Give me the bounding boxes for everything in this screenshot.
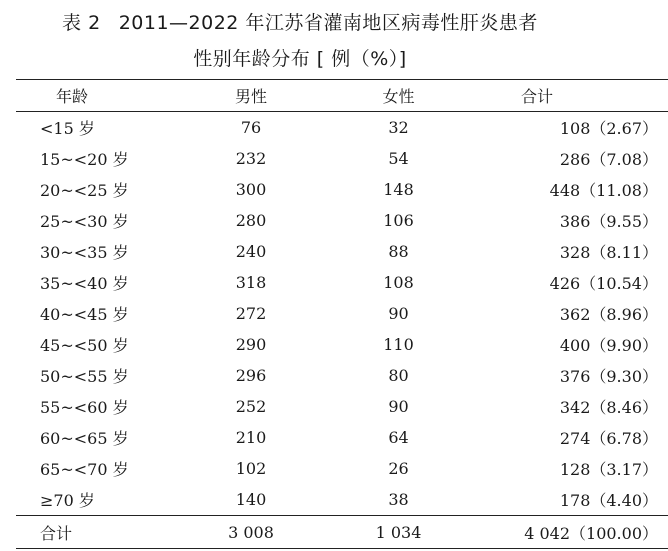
female-cell: 32 bbox=[388, 118, 409, 137]
age-cell: 25~<30 岁 bbox=[40, 212, 129, 231]
table-row bbox=[16, 174, 668, 205]
male-cell: 102 bbox=[235, 459, 267, 478]
age-cell: 55~<60 岁 bbox=[40, 398, 129, 417]
age-cell: 30~<35 岁 bbox=[40, 243, 129, 262]
total-cell: 400（9.90） bbox=[559, 336, 658, 355]
age-cell: 20~<25 岁 bbox=[40, 181, 129, 200]
table-title-line-2: 性别年龄分布 [ 例（%）] bbox=[193, 48, 407, 70]
total-cell: 342（8.46） bbox=[559, 398, 658, 417]
age-cell: 60~<65 岁 bbox=[40, 429, 129, 448]
total-female-cell: 1 034 bbox=[316, 516, 481, 549]
age-cell: <15 岁 bbox=[40, 119, 95, 138]
total-cell: 448（11.08） bbox=[549, 181, 658, 200]
total-cell: 128（3.17） bbox=[559, 460, 658, 479]
female-cell: 38 bbox=[388, 490, 409, 509]
table-header-row bbox=[16, 80, 668, 112]
total-cell: 274（6.78） bbox=[559, 429, 658, 448]
age-sex-distribution-table bbox=[16, 79, 668, 549]
total-cell: 286（7.08） bbox=[559, 150, 658, 169]
total-cell: 108（2.67） bbox=[559, 119, 658, 138]
table-body bbox=[16, 112, 668, 549]
female-cell: 148 bbox=[383, 180, 414, 199]
male-cell: 280 bbox=[235, 211, 267, 230]
total-row-label: 合计 bbox=[16, 516, 186, 549]
male-cell: 300 bbox=[235, 180, 267, 199]
female-cell: 90 bbox=[388, 397, 409, 416]
age-cell: 45~<50 岁 bbox=[40, 336, 129, 355]
table-caption-line-1 bbox=[0, 8, 600, 35]
header-male: 男性 bbox=[186, 80, 316, 112]
female-cell: 106 bbox=[383, 211, 414, 230]
female-cell: 80 bbox=[388, 366, 409, 385]
male-cell: 140 bbox=[235, 490, 267, 509]
header-age: 年龄 bbox=[16, 80, 186, 112]
table-row bbox=[16, 360, 668, 391]
male-cell: 232 bbox=[235, 149, 267, 168]
total-cell: 362（8.96） bbox=[559, 305, 658, 324]
table-row bbox=[16, 422, 668, 453]
female-cell: 90 bbox=[388, 304, 409, 323]
total-cell: 328（8.11） bbox=[559, 243, 658, 262]
age-cell: 65~<70 岁 bbox=[40, 460, 129, 479]
male-cell: 252 bbox=[235, 397, 267, 416]
table-total-row bbox=[16, 516, 668, 549]
table-row bbox=[16, 329, 668, 360]
header-total: 合计 bbox=[481, 80, 668, 112]
table-row bbox=[16, 236, 668, 267]
age-cell: 35~<40 岁 bbox=[40, 274, 129, 293]
table-row bbox=[16, 267, 668, 298]
age-cell: ≥70 岁 bbox=[40, 491, 95, 510]
male-cell: 290 bbox=[235, 335, 267, 354]
total-male-cell: 3 008 bbox=[186, 516, 316, 549]
female-cell: 26 bbox=[388, 459, 409, 478]
total-cell: 386（9.55） bbox=[559, 212, 658, 231]
total-cell: 376（9.30） bbox=[559, 367, 658, 386]
total-cell: 426（10.54） bbox=[549, 274, 658, 293]
male-cell: 210 bbox=[235, 428, 267, 447]
table-title-line-1: 2011—2022 年江苏省灌南地区病毒性肝炎患者 bbox=[118, 12, 538, 34]
male-cell: 296 bbox=[235, 366, 267, 385]
female-cell: 110 bbox=[383, 335, 414, 354]
table-row bbox=[16, 484, 668, 516]
female-cell: 88 bbox=[388, 242, 409, 261]
age-cell: 15~<20 岁 bbox=[40, 150, 129, 169]
table-row bbox=[16, 453, 668, 484]
table-row bbox=[16, 298, 668, 329]
total-cell: 178（4.40） bbox=[559, 491, 658, 510]
male-cell: 76 bbox=[240, 118, 262, 137]
table-row bbox=[16, 205, 668, 236]
female-cell: 54 bbox=[388, 149, 409, 168]
age-cell: 50~<55 岁 bbox=[40, 367, 129, 386]
female-cell: 64 bbox=[388, 428, 409, 447]
table-number: 表 2 bbox=[62, 12, 101, 34]
table-row bbox=[16, 391, 668, 422]
age-cell: 40~<45 岁 bbox=[40, 305, 129, 324]
male-cell: 318 bbox=[235, 273, 267, 292]
table-row bbox=[16, 112, 668, 144]
table-row bbox=[16, 143, 668, 174]
grand-total-cell: 4 042（100.00） bbox=[481, 516, 668, 549]
female-cell: 108 bbox=[383, 273, 414, 292]
male-cell: 240 bbox=[235, 242, 267, 261]
male-cell: 272 bbox=[235, 304, 267, 323]
header-female: 女性 bbox=[316, 80, 481, 112]
